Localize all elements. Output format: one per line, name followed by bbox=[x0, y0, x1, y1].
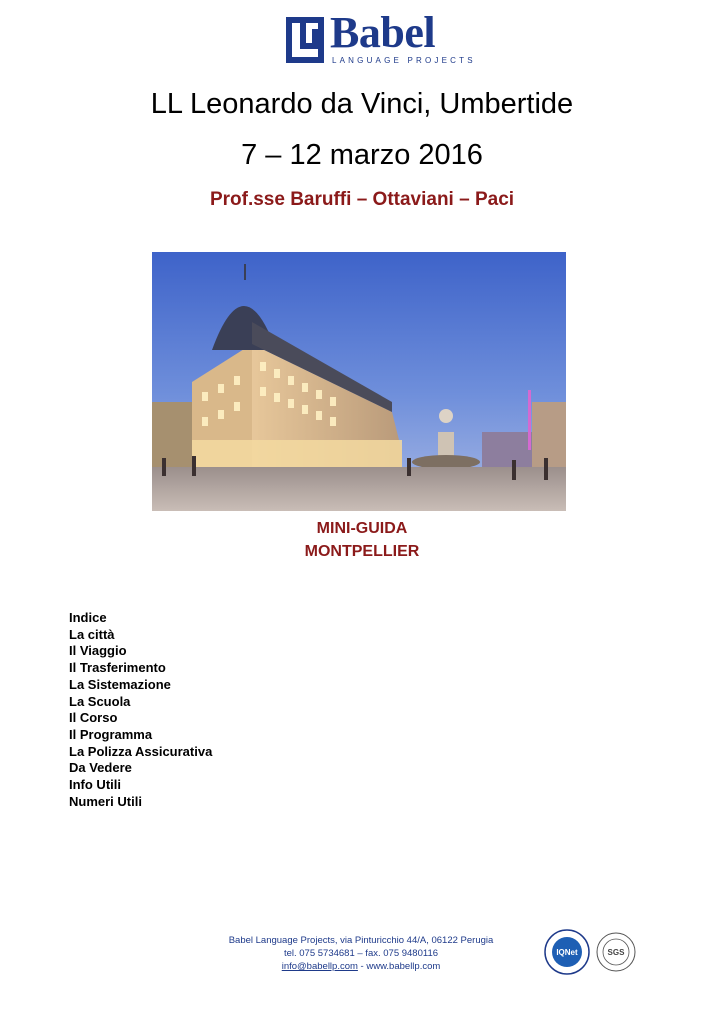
table-of-contents bbox=[69, 610, 212, 810]
website-link[interactable]: www.babellp.com bbox=[366, 961, 441, 972]
toc-item: Il Trasferimento bbox=[69, 660, 166, 676]
teachers-line: Prof.sse Baruffi – Ottaviani – Paci bbox=[209, 189, 515, 210]
logo-tagline: LANGUAGE PROJECTS bbox=[332, 56, 476, 65]
city-photo bbox=[152, 252, 566, 511]
toc-item: Il Corso bbox=[69, 710, 118, 726]
footer bbox=[200, 934, 522, 973]
logo-wordmark: Babel bbox=[330, 8, 436, 57]
footer-separator: - bbox=[357, 961, 367, 972]
toc-item: Da Vedere bbox=[69, 760, 132, 776]
document-title: LL Leonardo da Vinci, Umbertide bbox=[150, 88, 574, 120]
toc-item: Info Utili bbox=[69, 777, 121, 793]
footer-phone: tel. 075 5734681 – fax. 075 9480116 bbox=[283, 948, 439, 959]
guide-city: MONTPELLIER bbox=[304, 543, 420, 560]
babel-logo-icon bbox=[286, 17, 324, 63]
toc-item: Il Viaggio bbox=[69, 643, 127, 659]
toc-heading: Indice bbox=[69, 610, 107, 625]
toc-item: La Polizza Assicurativa bbox=[69, 743, 213, 759]
iqnet-certification-badge bbox=[544, 929, 590, 975]
toc-item: Numeri Utili bbox=[69, 793, 142, 809]
babel-logo bbox=[286, 8, 476, 68]
toc-item: La Scuola bbox=[69, 693, 131, 709]
badge2-label: SGS bbox=[607, 948, 625, 957]
toc-item: La Sistemazione bbox=[69, 676, 171, 692]
toc-item: La città bbox=[69, 626, 115, 642]
email-link[interactable]: info@babellp.com bbox=[281, 961, 358, 972]
badge1-label: IQNet bbox=[556, 948, 578, 957]
trip-dates: 7 – 12 marzo 2016 bbox=[241, 139, 483, 171]
toc-item: Il Programma bbox=[69, 726, 153, 742]
footer-contact bbox=[200, 960, 522, 973]
guide-title: MINI-GUIDA bbox=[316, 520, 408, 537]
sgs-certification-badge bbox=[596, 932, 636, 972]
footer-address: Babel Language Projects, via Pinturicchio 44/A, 06122 Perugia bbox=[228, 935, 494, 946]
